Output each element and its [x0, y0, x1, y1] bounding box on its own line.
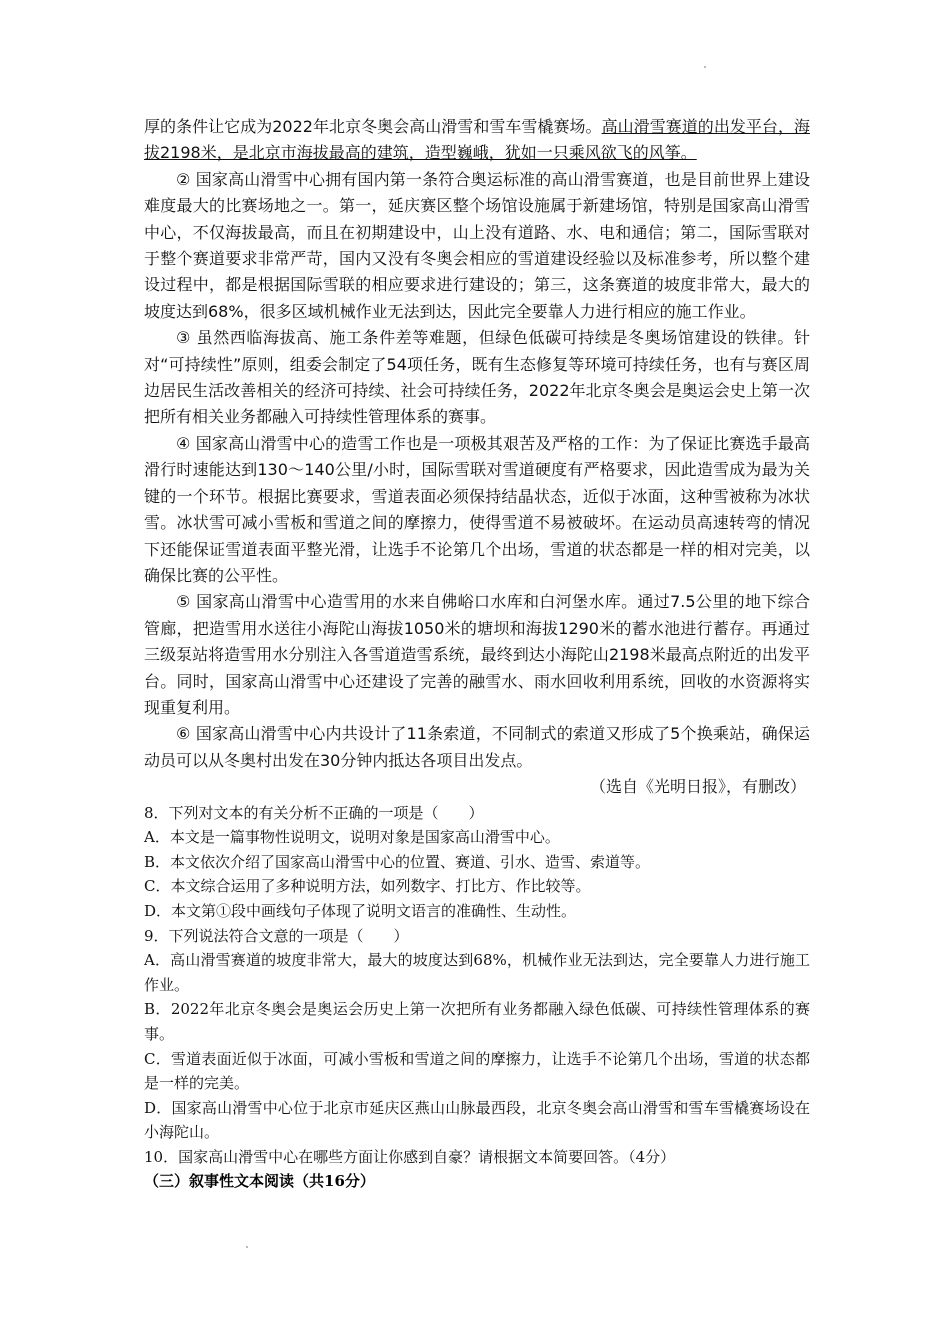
source-citation: （选自《光明日报》，有删改）: [589, 777, 806, 797]
section-heading: （三）叙事性文本阅读（共16分）: [144, 1172, 375, 1191]
passage-paragraph-5: ⑤ 国家高山滑雪中心造雪用的水来自佛峪口水库和白河堡水库。通过7.5公里的地下综合管廊，把造雪用水送往小海陀山海拔1050米的塘坝和海拔1290米的蓄水池进行蓄存。再通过三级泵站将造雪用水分别注入各雪道造雪系统，最终到达小海陀山2198米最高点附近的出发平台。同时，国家高山滑雪中心还建设了完善的融雪水、雨水回收利用系统，回收的水资源将实现重复利用。: [144, 592, 810, 717]
passage-paragraph-4: ④ 国家高山滑雪中心的造雪工作也是一项极其艰苦及严格的工作：为了保证比赛选手最高滑行时速能达到130～140公里/小时，国际雪联对雪道硬度有严格要求，因此造雪成为最为关键的一个环节。根据比赛要求，雪道表面必须保持结晶状态，近似于冰面，这种雪被称为冰状雪。冰状雪可减小雪板和雪道之间的摩擦力，使得雪道不易被破坏。在运动员高速转弯的情况下还能保证雪道表面平整光滑，让选手不论第几个出场，雪道的状态都是一样的相对完美，以确保比赛的公平性。: [144, 433, 810, 585]
passage-paragraph-1: [144, 114, 810, 167]
scan-speck: [704, 66, 706, 68]
question-9: [144, 924, 810, 1145]
question-stem: 8．下列对文本的有关分析不正确的一项是（ ）: [144, 803, 484, 822]
option-a: A．本文是一篇事物性说明文，说明对象是国家高山滑雪中心。: [144, 828, 560, 847]
option-c: C．雪道表面近似于冰面，可减小雪板和雪道之间的摩擦力，让选手不论第几个出场，雪道的状态都是一样的完美。: [144, 1049, 810, 1093]
question-10: [144, 1145, 810, 1170]
document-body: [144, 114, 810, 1194]
passage-paragraph-6: ⑥ 国家高山滑雪中心内共设计了11条索道，不同制式的索道又形成了5个换乘站，确保运动员可以从冬奥村出发在30分钟内抵达各项目出发点。: [144, 724, 810, 770]
intro-text: 厚的条件让它成为2022年北京冬奥会高山滑雪和雪车雪橇赛场。: [144, 117, 602, 136]
option-c: C．本文综合运用了多种说明方法，如列数字、打比方、作比较等。: [144, 877, 591, 896]
underlined-sentence: 高山滑雪赛道的出发平台，海拔2198米，是北京市海拔最高的建筑，造型巍峨，犹如一只乘风欲飞的风筝。: [144, 117, 810, 163]
option-a: A．高山滑雪赛道的坡度非常大，最大的坡度达到68%，机械作业无法到达，完全要靠人力进行施工作业。: [144, 951, 810, 994]
passage-paragraph-3: ③ 虽然西临海拔高、施工条件差等难题，但绿色低碳可持续是冬奥场馆建设的铁律。针对“可持续性”原则，组委会制定了54项任务，既有生态修复等环境可持续任务，也有与赛区周边居民生活改善相关的经济可持续、社会可持续任务，2022年北京冬奥会是奥运会史上第一次把所有相关业务都融入可持续性管理体系的赛事。: [144, 328, 810, 427]
question-8: [144, 801, 810, 924]
question-stem: 9．下列说法符合文意的一项是（ ）: [144, 926, 409, 945]
option-d: D．国家高山滑雪中心位于北京市延庆区燕山山脉最西段，北京冬奥会高山滑雪和雪车雪橇赛场设在小海陀山。: [144, 1098, 810, 1142]
option-b: B．2022年北京冬奥会是奥运会历史上第一次把所有业务都融入绿色低碳、可持续性管理体系的赛事。: [144, 1000, 810, 1043]
option-b: B．本文依次介绍了国家高山滑雪中心的位置、赛道、引水、造雪、索道等。: [144, 852, 651, 871]
option-d: D．本文第①段中画线句子体现了说明文语言的准确性、生动性。: [144, 901, 577, 920]
question-stem: 10．国家高山滑雪中心在哪些方面让你感到自豪？请根据文本简要回答。（4分）: [144, 1147, 676, 1166]
passage-paragraph-2: ② 国家高山滑雪中心拥有国内第一条符合奥运标准的高山滑雪赛道，也是目前世界上建设难度最大的比赛场地之一。第一，延庆赛区整个场馆设施属于新建场馆，特别是国家高山滑雪中心，不仅海拔最高，而且在初期建设中，山上没有道路、水、电和通信；第二，国际雪联对于整个赛道要求非常严苛，国内又没有冬奥会相应的雪道建设经验以及标准参考，所以整个建设过程中，都是根据国际雪联的相应要求进行建设的；第三，这条赛道的坡度非常大，最大的坡度达到68%，很多区域机械作业无法到达，因此完全要靠人力进行相应的施工作业。: [144, 169, 810, 321]
scan-speck: [246, 1246, 248, 1248]
